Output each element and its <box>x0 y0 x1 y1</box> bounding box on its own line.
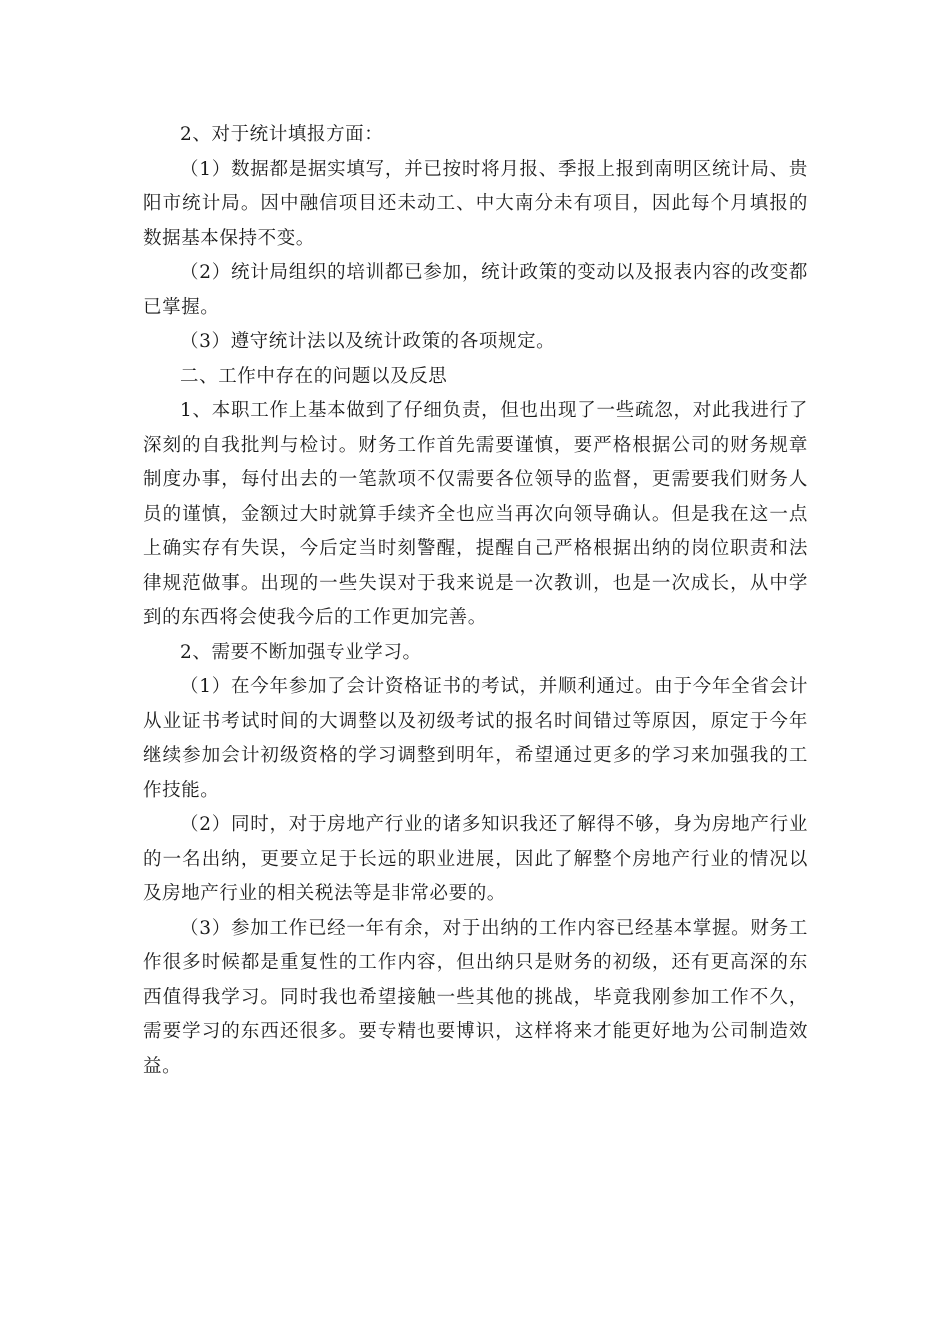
paragraph-statistics-item-1: （1）数据都是据实填写，并已按时将月报、季报上报到南明区统计局、贵阳市统计局。因中融信项目还未动工、中大南分未有项目，因此每个月填报的数据基本保持不变。 <box>143 158 808 249</box>
paragraph-problem-2-heading: 2、需要不断加强专业学习。 <box>180 641 422 663</box>
paragraph-statistics-item-3: （3）遵守统计法以及统计政策的各项规定。 <box>180 331 556 352</box>
paragraph-learning-item-2: （2）同时，对于房地产行业的诸多知识我还了解得不够，身为房地产行业的一名出纳，更要立足于长远的职业进展，因此了解整个房地产行业的情况以及房地产行业的相关税法等是非常必要的。 <box>143 814 808 904</box>
paragraph-statistics-heading: 2、对于统计填报方面： <box>180 124 384 145</box>
document-body <box>143 118 808 1084</box>
section-heading-problems: 二、工作中存在的问题以及反思 <box>180 365 448 387</box>
paragraph-statistics-item-2: （2）统计局组织的培训都已参加，统计政策的变动以及报表内容的改变都已掌握。 <box>143 262 808 318</box>
paragraph-learning-item-1: （1）在今年参加了会计资格证书的考试，并顺利通过。由于今年全省会计从业证书考试时间的大调整以及初级考试的报名时间错过等原因，原定于今年继续参加会计初级资格的学习调整到明年，希望通过更多的学习来加强我的工作技能。 <box>143 676 808 801</box>
paragraph-problem-1: 1、本职工作上基本做到了仔细负责，但也出现了一些疏忽，对此我进行了深刻的自我批判与检讨。财务工作首先需要谨慎，要严格根据公司的财务规章制度办事，每付出去的一笔款项不仅需要各位领导的监督，更需要我们财务人员的谨慎，金额过大时就算手续齐全也应当再次向领导确认。但是我在这一点上确实存有失误，今后定当时刻警醒，提醒自己严格根据出纳的岗位职责和法律规范做事。出现的一些失误对于我来说是一次教训，也是一次成长，从中学到的东西将会使我今后的工作更加完善。 <box>143 400 808 628</box>
paragraph-learning-item-3: （3）参加工作已经一年有余，对于出纳的工作内容已经基本掌握。财务工作很多时候都是重复性的工作内容，但出纳只是财务的初级，还有更高深的东西值得我学习。同时我也希望接触一些其他的挑战，毕竟我刚参加工作不久，需要学习的东西还很多。要专精也要博识，这样将来才能更好地为公司制造效益。 <box>143 917 808 1077</box>
